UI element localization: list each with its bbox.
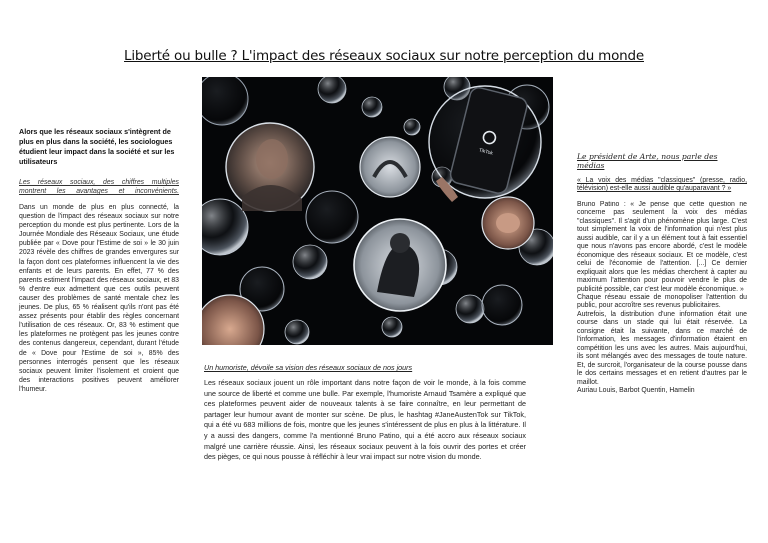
bubble-phone [429, 86, 541, 202]
article-photo [202, 77, 553, 345]
left-subheading: Les réseaux sociaux, des chiffres multiples montrent les avantages et inconvénients. [19, 179, 179, 195]
right-paragraph: Chaque réseau essaie de monopoliser l'attention du public, pour accroître ses revenus publicitaires. [577, 293, 747, 310]
right-paragraph: Autrefois, la distribution d'une information était une course dans un stade qui lui était réservée. La consigne était la suivante, dans ce marché de l'information, les messages d'information étaient en compétition les uns avec les autres. Mais aujourd'hui, ils sont mélangés avec des messages de toute nature. Et, de surcroit, l'organisateur de la course pousse dans le dos certains messages et en retient d'autres par le maillot. [577, 310, 747, 386]
tiktok-label: TikTok [478, 147, 494, 157]
right-intro-question: « La voix des médias "classiques" (presse, radio, télévision) est-elle aussi audible qu'auparavant ? » [577, 177, 747, 193]
bubble-person-sitting [354, 219, 446, 311]
page-title: Liberté ou bulle ? L'impact des réseaux sociaux sur notre perception du monde [124, 48, 644, 64]
center-caption: Un humoriste, dévoile sa vision des réseaux sociaux de nos jours [204, 363, 413, 372]
bubble-person-worried [226, 123, 314, 211]
right-authors: Auriau Louis, Barbot Quentin, Hamelin [577, 386, 695, 394]
right-body-text [577, 201, 747, 429]
right-paragraph: Bruno Patino : « Je pense que cette question ne concerne pas seulement la voix des médias "classiques". Il s'agit d'un phénomène plus large. C'est tout simplement la voix de l'information qui n'est plus aussi audible, car il y a un élément tout à fait essentiel que nous n'avons pas encore abordé, c'est le modèle économique des réseaux sociaux. Et ce modèle, c'est celui de l'économie de l'attention. [...] Ce dernier expliquait alors que les médias cherchent à capter au maximum l'attention pour pouvoir vendre le plus de publicité possible, car c'est leur modèle économique. » [577, 201, 747, 293]
center-body-text: Les réseaux sociaux jouent un rôle important dans notre façon de voir le monde, à la fois comme une source de liberté et comme une bulle. Par exemple, l'humoriste Arnaud Tsamère a expliqué que ces plateformes peuvent aider de nouveaux talents à se faire connaître, en leur permettant de partager leur humour avant de monter sur scène. De plus, le hashtag #JaneAustenTok sur TikTok, qui a été vu 683 millions de fois, montre que les jeunes s'intéressent de plus en plus à la littérature. Il y a aussi des dangers, comme l'a mentionné Bruno Patino, qui a été accro aux réseaux sociaux malgré une carrière réussie. Ainsi, les réseaux sociaux peuvent à la fois ouvrir des portes et créer des pièges, ce qui nous pousse à réfléchir à leur vrai impact sur notre vision du monde. [204, 378, 526, 462]
lead-paragraph: Alors que les réseaux sociaux s'intègrent de plus en plus dans la société, les sociologues étudient leur impact dans la société et sur les utilisateurs [19, 127, 175, 166]
right-heading: Le président de Arte, nous parle des médias [577, 152, 718, 170]
bubble-person-fist [482, 197, 534, 249]
left-body-text: Dans un monde de plus en plus connecté, la question de l'impact des réseaux sociaux sur notre perception du monde est plus pertinente. Lors de la Journée Mondiale des Réseaux Sociaux, une étude publiée par « Dove pour l'Estime de soi » le 30 juin 2023 révèle des chiffres de grandes envergures sur la façon dont ces plateformes influencent la vie des enfants et de leurs parents. En effet, 77 % des parents estiment l'impact des réseaux sociaux, et 83 % d'entre eux admettent que ces outils peuvent causer des problèmes de santé mentale chez les jeunes. De plus, 65 % réalisent qu'ils n'ont pas été assez présents pour établir des règles concernant l'utilisation de ces réseaux. Or, 83 % estiment que les plateformes ne protègent pas les jeunes contre des contenus dangereux, cependant, durant l'étude de « Dove pour l'Estime de soi », 85% des personnes interrogés pensent que les réseaux sociaux peuvent limiter l'isolement et croient que des interactions positives peuvent améliorer l'humeur. [19, 204, 179, 393]
bubble-person-hands [360, 137, 420, 197]
